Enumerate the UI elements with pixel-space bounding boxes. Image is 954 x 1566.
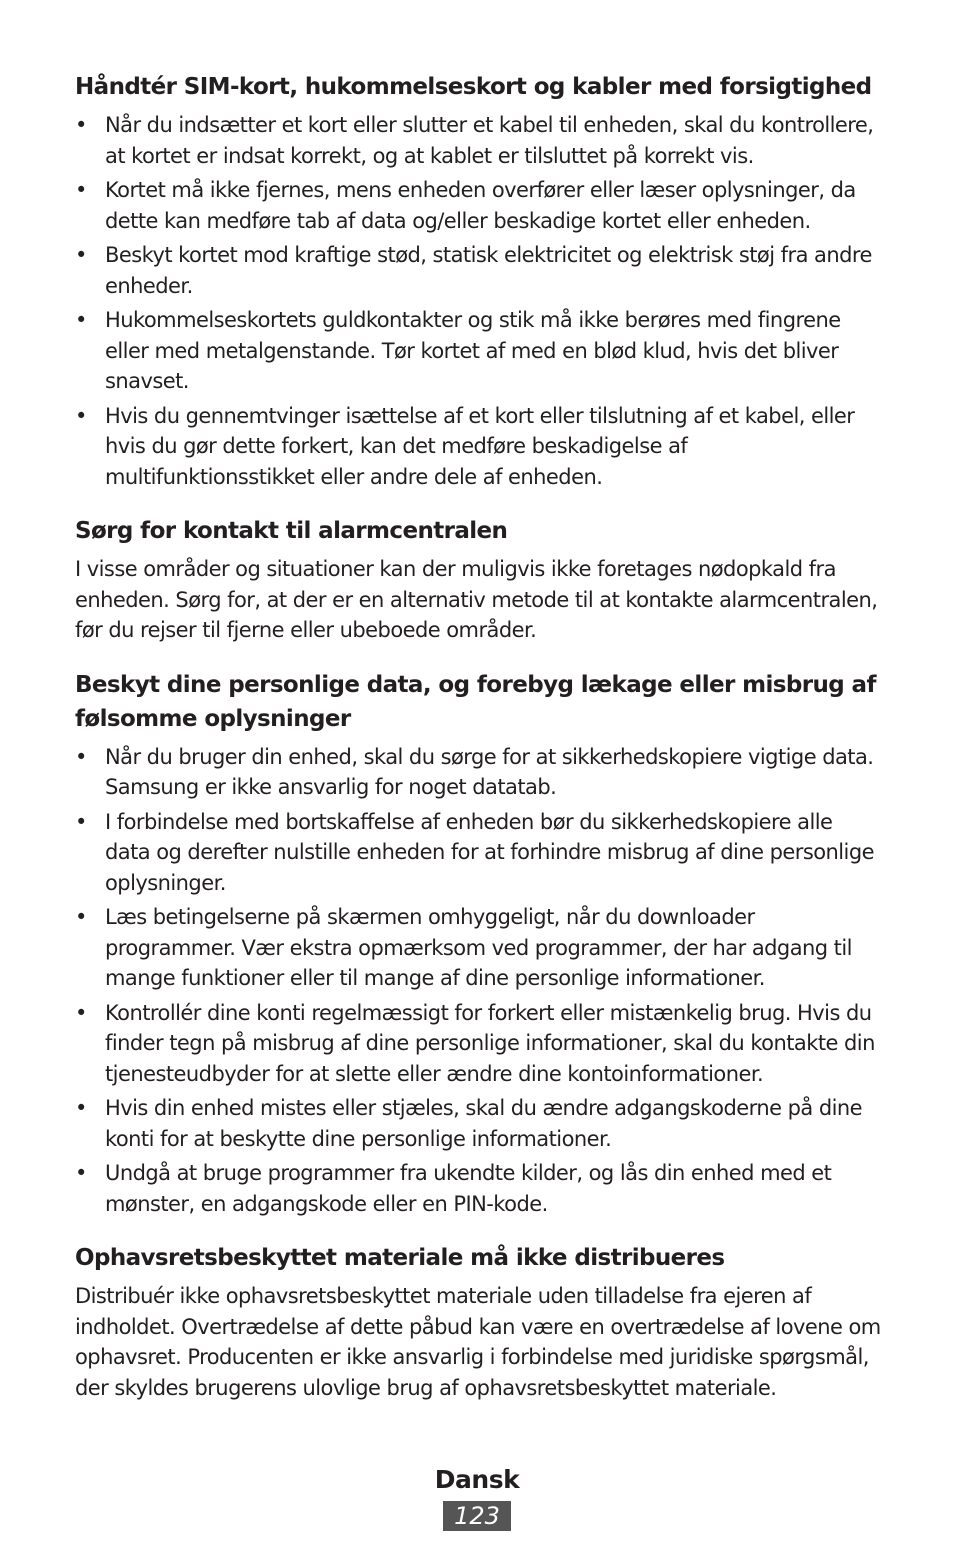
list-item [75,1158,883,1219]
list-item-text: I forbindelse med bortskaffelse af enheden bør du sikkerhedskopiere alle data og derefter nulstille enheden for at forhindre misbrug af dine personlige oplysninger. [105,809,874,895]
list-item [75,305,883,397]
section-paragraph: Distribuér ikke ophavsretsbeskyttet materiale uden tilladelse fra ejeren af indholdet. Overtrædelse af dette påbud kan være en overtrædelse af lovene om ophavsret. Producenten er ikke ansvarlig i forbindelse med juridiske spørgsmål, der skyldes brugerens ulovlige brug af ophavsretsbeskyttet materiale. [75,1284,881,1400]
section-heading: Beskyt dine personlige data, og forebyg lækage eller misbrug af følsomme oplysninger [75,671,876,732]
bullet-dot: • [75,178,87,202]
list-item-text: Kortet må ikke fjernes, mens enheden overfører eller læser oplysninger, da dette kan medføre tab af data og/eller beskadige kortet eller enheden. [105,178,856,233]
list-item [75,110,883,171]
list-item-text: Læs betingelserne på skærmen omhyggeligt, når du downloader programmer. Vær ekstra opmærksom ved programmer, der har adgang til mange funktioner eller til mange af dine personlige informationer. [105,905,852,990]
list-item [75,742,883,803]
bullet-dot: • [75,1000,87,1025]
list-item [75,902,883,994]
bullet-dot: • [75,403,87,428]
section-heading: Håndtér SIM-kort, hukommelseskort og kabler med forsigtighed [75,74,872,100]
section-copyright [75,1241,883,1403]
section-emergency-contact [75,514,883,646]
list-item-text: Hukommelseskortets guldkontakter og stik må ikke berøres med fingrene eller med metalgenstande. Tør kortet af med en blød klud, hvis det bliver snavset. [105,308,841,393]
bullet-dot: • [75,113,87,137]
list-item-text: Beskyt kortet mod kraftige stød, statisk elektricitet og elektrisk støj fra andre enheder. [105,243,872,298]
section-paragraph: I visse områder og situationer kan der muligvis ikke foretages nødopkald fra enheden. Sørg for, at der er en alternativ metode til at kontakte alarmcentralen, før du rejser til fjerne eller ubeboede områder. [75,557,878,642]
list-item-text: Når du bruger din enhed, skal du sørge for at sikkerhedskopiere vigtige data. Samsung er ikke ansvarlig for noget datatab. [105,744,874,799]
list-item-text: Når du indsætter et kort eller slutter et kabel til enheden, skal du kontrollere, at kortet er indsat korrekt, og at kablet er tilsluttet på korrekt vis. [105,113,874,168]
list-item [75,401,883,493]
footer-language: Dansk [434,1465,520,1494]
page-content [75,70,883,1425]
list-item-text: Hvis du gennemtvinger isættelse af et kort eller tilslutning af et kabel, eller hvis du gør dette forkert, kan det medføre beskadigelse af multifunktionsstikket eller andre dele af enheden. [105,403,855,489]
bullet-dot: • [75,308,87,332]
section-heading: Ophavsretsbeskyttet materiale må ikke distribueres [75,1245,725,1271]
list-item-text: Undgå at bruge programmer fra ukendte kilder, og lås din enhed med et mønster, en adgangskode eller en PIN-kode. [105,1161,832,1216]
list-item-text: Hvis din enhed mistes eller stjæles, skal du ændre adgangskoderne på dine konti for at beskytte dine personlige informationer. [105,1096,863,1151]
bullet-dot: • [75,1161,87,1185]
list-item [75,240,883,301]
list-item [75,807,883,899]
list-item [75,175,883,236]
bullet-dot: • [75,1096,87,1120]
bullet-list [75,742,883,1220]
page-footer [0,1463,954,1531]
page-number: 123 [443,1501,511,1531]
section-sim-cards [75,70,883,492]
bullet-dot: • [75,809,87,834]
list-item [75,998,883,1090]
bullet-dot: • [75,744,87,769]
list-item [75,1093,883,1154]
bullet-dot: • [75,905,87,929]
bullet-list [75,110,883,492]
section-personal-data [75,668,883,1220]
bullet-dot: • [75,243,87,267]
list-item-text: Kontrollér dine konti regelmæssigt for forkert eller mistænkelig brug. Hvis du finder tegn på misbrug af dine personlige informationer, skal du kontakte din tjenesteudbyder for at slette eller ændre dine kontoinformationer. [105,1000,875,1086]
section-heading: Sørg for kontakt til alarmcentralen [75,518,508,544]
